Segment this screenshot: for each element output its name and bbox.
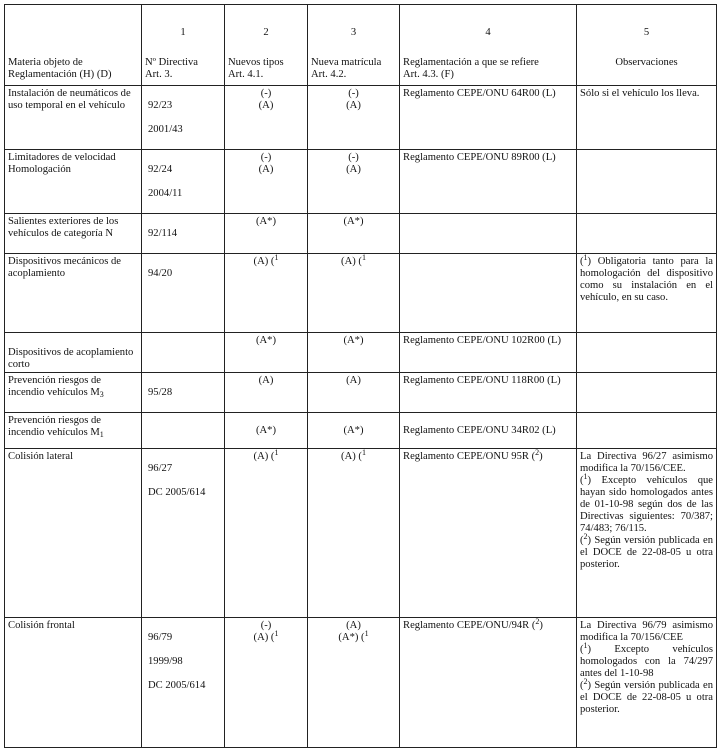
directiva-cell: 96/79 1999/98 DC 2005/614 (142, 618, 225, 748)
table-row (5, 86, 717, 150)
materia-cell: Colisión frontal (5, 618, 142, 748)
materia-cell: Colisión lateral (5, 449, 142, 618)
materia-cell: Prevención riesgos de incendio vehículos $M_3$ (5, 373, 142, 413)
materia-cell: Prevención riesgos de incendio vehículos $M_1$ (5, 413, 142, 449)
reglamentacion-cell: Reglamento CEPE/ONU 95R ($^2$) (400, 449, 577, 618)
nuevos-tipos-cell: (A) ($^1$ (225, 449, 308, 618)
reglamentacion-cell (400, 254, 577, 333)
table-row (5, 333, 717, 373)
header-nueva-matricula-label: Nueva matrícula Art. 4.2. (311, 57, 382, 80)
reglamentacion-cell: Reglamento CEPE/ONU 64R00 (L) (400, 86, 577, 150)
nueva-matricula-cell: (A*) (308, 413, 400, 449)
nuevos-tipos-cell: (A) (225, 373, 308, 413)
observaciones-cell: Sólo si el vehículo los lleva. (577, 86, 717, 150)
nueva-matricula-cell: (-) (A) (308, 86, 400, 150)
directiva-cell: 92/24 2004/11 (142, 150, 225, 214)
header-nueva-matricula (308, 5, 400, 86)
table-row (5, 449, 717, 618)
footnote: ($^2$) Según versión publicada en el DOCE de 22-08-05 u otra posterior. (580, 532, 713, 570)
regulation-table (4, 4, 717, 748)
footnote: ($^1$) Obligatoria tanto para la homologación del dispositivo como su instalación en el vehículo, en su caso. (580, 253, 713, 303)
header-materia-label: Materia objeto de Reglamentación (H) (D) (8, 57, 112, 80)
column-number-3: 3 (350, 27, 357, 38)
materia-cell: Limitadores de velocidad Homologación (5, 150, 142, 214)
footnote: ($^2$) Según versión publicada en el DOCE de 22-08-05 u otra posterior. (580, 677, 713, 715)
directiva-cell: 92/23 2001/43 (142, 86, 225, 150)
observaciones-cell (577, 254, 717, 333)
column-number-2: 2 (263, 27, 269, 38)
header-reglamentacion (400, 5, 577, 86)
reglamentacion-cell: Reglamento CEPE/ONU 118R00 (L) (400, 373, 577, 413)
observaciones-cell (577, 449, 717, 618)
observation-note: La Directiva 96/79 asimismo modifica la 70/156/CEE (580, 620, 713, 643)
header-observaciones-label: Observaciones (615, 57, 678, 68)
nuevos-tipos-cell: (A) ($^1$ (225, 254, 308, 333)
directiva-cell: 96/27 DC 2005/614 (142, 449, 225, 618)
header-directiva-label: Nº Directiva Art. 3. (145, 57, 198, 80)
table-row (5, 413, 717, 449)
table-row (5, 150, 717, 214)
nuevos-tipos-cell: (A*) (225, 333, 308, 373)
header-materia (5, 5, 142, 86)
footnote: ($^1$) Excepto vehículos que hayan sido homologados antes de 01-10-98 según dos de las Directivas siguientes: 70/387; 74/483; 76/115. (580, 472, 713, 534)
column-number-1: 1 (180, 27, 186, 38)
header-nuevos-tipos (225, 5, 308, 86)
header-observaciones (577, 5, 717, 86)
observaciones-cell (577, 618, 717, 748)
header-directiva (142, 5, 225, 86)
observaciones-cell (577, 333, 717, 373)
header-row (5, 5, 717, 86)
observaciones-cell (577, 214, 717, 254)
observaciones-cell (577, 413, 717, 449)
nuevos-tipos-cell: (A*) (225, 413, 308, 449)
materia-cell: Salientes exteriores de los vehículos de categoría N (5, 214, 142, 254)
directiva-cell (142, 413, 225, 449)
table-row (5, 214, 717, 254)
table-row (5, 254, 717, 333)
materia-cell: Dispositivos mecánicos de acoplamiento (5, 254, 142, 333)
observaciones-cell (577, 373, 717, 413)
column-number-4: 4 (485, 27, 491, 38)
directiva-cell: 94/20 (142, 254, 225, 333)
nueva-matricula-cell: (A*) (308, 214, 400, 254)
reglamentacion-cell: Reglamento CEPE/ONU 102R00 (L) (400, 333, 577, 373)
reglamentacion-cell (400, 214, 577, 254)
nueva-matricula-cell: (A) ($^1$ (308, 254, 400, 333)
table-row (5, 373, 717, 413)
observation-note: La Directiva 96/27 asimismo modifica la 70/156/CEE. (580, 451, 713, 474)
nueva-matricula-cell: (A) (A*) ($^1$ (308, 618, 400, 748)
reglamentacion-cell: Reglamento CEPE/ONU 89R00 (L) (400, 150, 577, 214)
materia-cell: Dispositivos de acoplamiento corto (5, 333, 142, 373)
table-row (5, 618, 717, 748)
reglamentacion-cell: Reglamento CEPE/ONU 34R02 (L) (400, 413, 577, 449)
nuevos-tipos-cell: (-) (A) ($^1$ (225, 618, 308, 748)
directiva-cell (142, 333, 225, 373)
nueva-matricula-cell: (A*) (308, 333, 400, 373)
nueva-matricula-cell: (-) (A) (308, 150, 400, 214)
nuevos-tipos-cell: (A*) (225, 214, 308, 254)
header-reglamentacion-label: Reglamentación a que se refiere Art. 4.3. (F) (403, 57, 539, 80)
materia-cell: Instalación de neumáticos de uso temporal en el vehículo (5, 86, 142, 150)
directiva-cell: 95/28 (142, 373, 225, 413)
nuevos-tipos-cell: (-) (A) (225, 150, 308, 214)
reglamentacion-cell: Reglamento CEPE/ONU/94R ($^2$) (400, 618, 577, 748)
nueva-matricula-cell: (A) (308, 373, 400, 413)
observaciones-cell (577, 150, 717, 214)
directiva-cell: 92/114 (142, 214, 225, 254)
header-nuevos-tipos-label: Nuevos tipos Art. 4.1. (228, 57, 284, 80)
footnote: ($^1$) Excepto vehículos homologados con la 74/297 antes del 1-10-98 (580, 641, 713, 679)
nuevos-tipos-cell: (-) (A) (225, 86, 308, 150)
column-number-5: 5 (643, 27, 650, 38)
nueva-matricula-cell: (A) ($^1$ (308, 449, 400, 618)
